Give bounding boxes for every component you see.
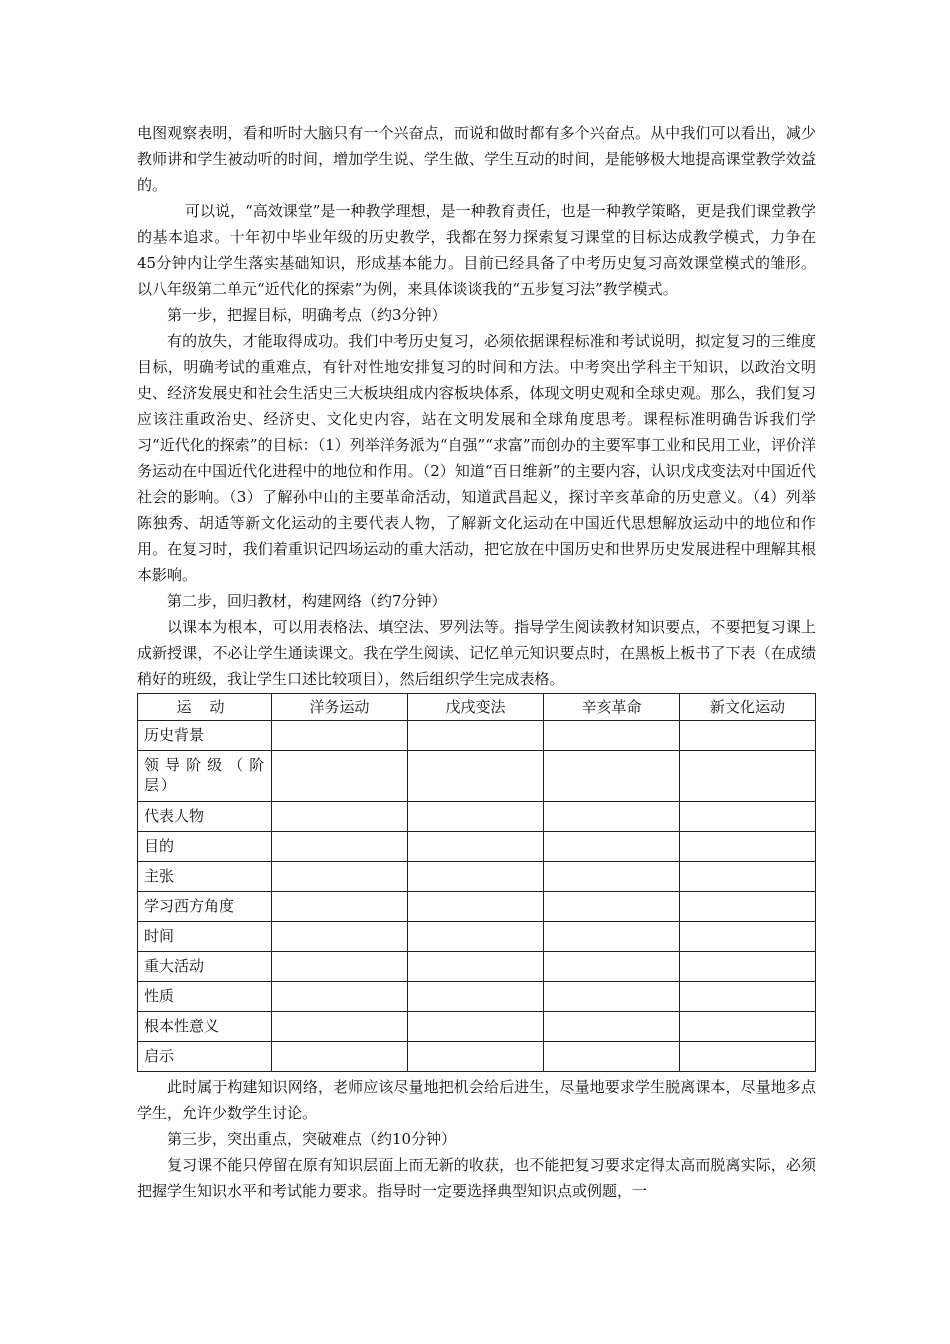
table-cell	[680, 922, 816, 952]
row-label: 学习西方角度	[138, 892, 272, 922]
paragraph-continued: 电图观察表明，看和听时大脑只有一个兴奋点，而说和做时都有多个兴奋点。从中我们可以看出，减少教师讲和学生被动听的时间，增加学生说、学生做、学生互动的时间，是能够极大地提高课堂教学效益的。	[137, 124, 816, 194]
table-row	[138, 922, 816, 952]
table-cell	[272, 1012, 408, 1042]
table-row	[138, 982, 816, 1012]
table-cell	[272, 832, 408, 862]
row-label: 目的	[138, 832, 272, 862]
table-cell	[680, 1042, 816, 1072]
step-three-heading: 第三步，突出重点，突破难点（约10分钟）	[167, 1130, 457, 1148]
table-header-cell: 洋务运动	[272, 694, 408, 721]
table-cell	[408, 892, 544, 922]
table-cell	[680, 862, 816, 892]
row-label: 根本性意义	[138, 1012, 272, 1042]
step-two-heading: 第二步，回归教材，构建网络（约7分钟）	[167, 592, 447, 610]
document-page	[137, 120, 816, 1204]
table-cell	[544, 892, 680, 922]
table-cell	[544, 832, 680, 862]
table-cell	[408, 721, 544, 751]
row-label: 重大活动	[138, 952, 272, 982]
table-header-cell: 戊戌变法	[408, 694, 544, 721]
table-cell	[680, 892, 816, 922]
table-cell	[680, 721, 816, 751]
table-cell	[408, 952, 544, 982]
table-cell	[408, 862, 544, 892]
table-cell	[272, 922, 408, 952]
table-cell	[408, 1012, 544, 1042]
table-cell	[680, 1012, 816, 1042]
table-cell	[680, 751, 816, 802]
step-one-heading: 第一步，把握目标，明确考点（约3分钟）	[167, 306, 447, 324]
paragraph-step-three: 复习课不能只停留在原有知识层面上而无新的收获，也不能把复习要求定得太高而脱离实际，必须把握学生知识水平和考试能力要求。指导时一定要选择典型知识点或例题，一	[137, 1156, 816, 1200]
table-header-cell: 运动	[138, 694, 272, 721]
table-cell	[544, 802, 680, 832]
table-cell	[680, 832, 816, 862]
table-row	[138, 862, 816, 892]
table-cell	[272, 982, 408, 1012]
table-header-cell: 辛亥革命	[544, 694, 680, 721]
table-cell	[408, 922, 544, 952]
table-cell	[544, 862, 680, 892]
row-label: 性质	[138, 982, 272, 1012]
table-row	[138, 952, 816, 982]
table-row	[138, 1042, 816, 1072]
paragraph-after-table: 此时属于构建知识网络，老师应该尽量地把机会给后进生，尽量地要求学生脱离课本，尽量地多点学生，允许少数学生讨论。	[137, 1078, 816, 1122]
table-cell	[544, 952, 680, 982]
table-cell	[544, 751, 680, 802]
table-cell	[680, 952, 816, 982]
table-cell	[544, 721, 680, 751]
table-cell	[272, 802, 408, 832]
table-cell	[408, 802, 544, 832]
table-row	[138, 832, 816, 862]
table-row	[138, 892, 816, 922]
paragraph-step-one: 有的放失，才能取得成功。我们中考历史复习，必须依据课程标准和考试说明，拟定复习的三维度目标，明确考试的重难点，有针对性地安排复习的时间和方法。中考突出学科主干知识，以政治文明史、经济发展史和社会生活史三大板块组成内容板块体系，体现文明史观和全球史观。那么，我们复习应该注重政治史、经济史、文化史内容，站在文明发展和全球角度思考。课程标准明确告诉我们学习“近代化的探索”的目标：（1）列举洋务派为“自强”“求富”而创办的主要军事工业和民用工业，评价洋务运动在中国近代化进程中的地位和作用。（2）知道“百日维新”的主要内容，认识戊戌变法对中国近代社会的影响。（3）了解孙中山的主要革命活动，知道武昌起义，探讨辛亥革命的历史意义。（4）列举陈独秀、胡适等新文化运动的主要代表人物，了解新文化运动在中国近代思想解放运动中的地位和作用。在复习时，我们着重识记四场运动的重大活动，把它放在中国历史和世界历史发展进程中理解其根本影响。	[137, 332, 816, 584]
table-row	[138, 802, 816, 832]
table-cell	[680, 982, 816, 1012]
table-cell	[272, 892, 408, 922]
table-header-cell: 新文化运动	[680, 694, 816, 721]
table-cell	[544, 1042, 680, 1072]
paragraph-efficient-classroom: 可以说，“高效课堂”是一种教学理想，是一种教育责任，也是一种教学策略，更是我们课堂教学的基本追求。十年初中毕业年级的历史教学，我都在努力探索复习课堂的目标达成教学模式，力争在45分钟内让学生落实基础知识，形成基本能力。目前已经具备了中考历史复习高效课堂模式的雏形。以八年级第二单元“近代化的探索”为例，来具体谈谈我的“五步复习法”教学模式。	[137, 202, 816, 298]
table-row	[138, 751, 816, 802]
row-label: 领导阶级（阶层）	[138, 751, 272, 802]
table-cell	[544, 922, 680, 952]
row-label: 启示	[138, 1042, 272, 1072]
table-cell	[272, 721, 408, 751]
table-cell	[408, 832, 544, 862]
table-cell	[408, 751, 544, 802]
table-cell	[272, 952, 408, 982]
table-row	[138, 1012, 816, 1042]
row-label: 历史背景	[138, 721, 272, 751]
table-row	[138, 721, 816, 751]
row-label: 时间	[138, 922, 272, 952]
table-header-row	[138, 694, 816, 721]
row-label: 代表人物	[138, 802, 272, 832]
table-cell	[544, 1012, 680, 1042]
table-cell	[272, 751, 408, 802]
comparison-table	[137, 693, 816, 1072]
row-label: 主张	[138, 862, 272, 892]
table-cell	[408, 982, 544, 1012]
table-cell	[272, 862, 408, 892]
table-cell	[272, 1042, 408, 1072]
table-cell	[408, 1042, 544, 1072]
table-cell	[544, 982, 680, 1012]
paragraph-step-two: 以课本为根本，可以用表格法、填空法、罗列法等。指导学生阅读教材知识要点，不要把复习课上成新授课，不必让学生通读课文。我在学生阅读、记忆单元知识要点时，在黑板上板书了下表（在成绩稍好的班级，我让学生口述比较项目），然后组织学生完成表格。	[137, 618, 816, 688]
table-cell	[680, 802, 816, 832]
